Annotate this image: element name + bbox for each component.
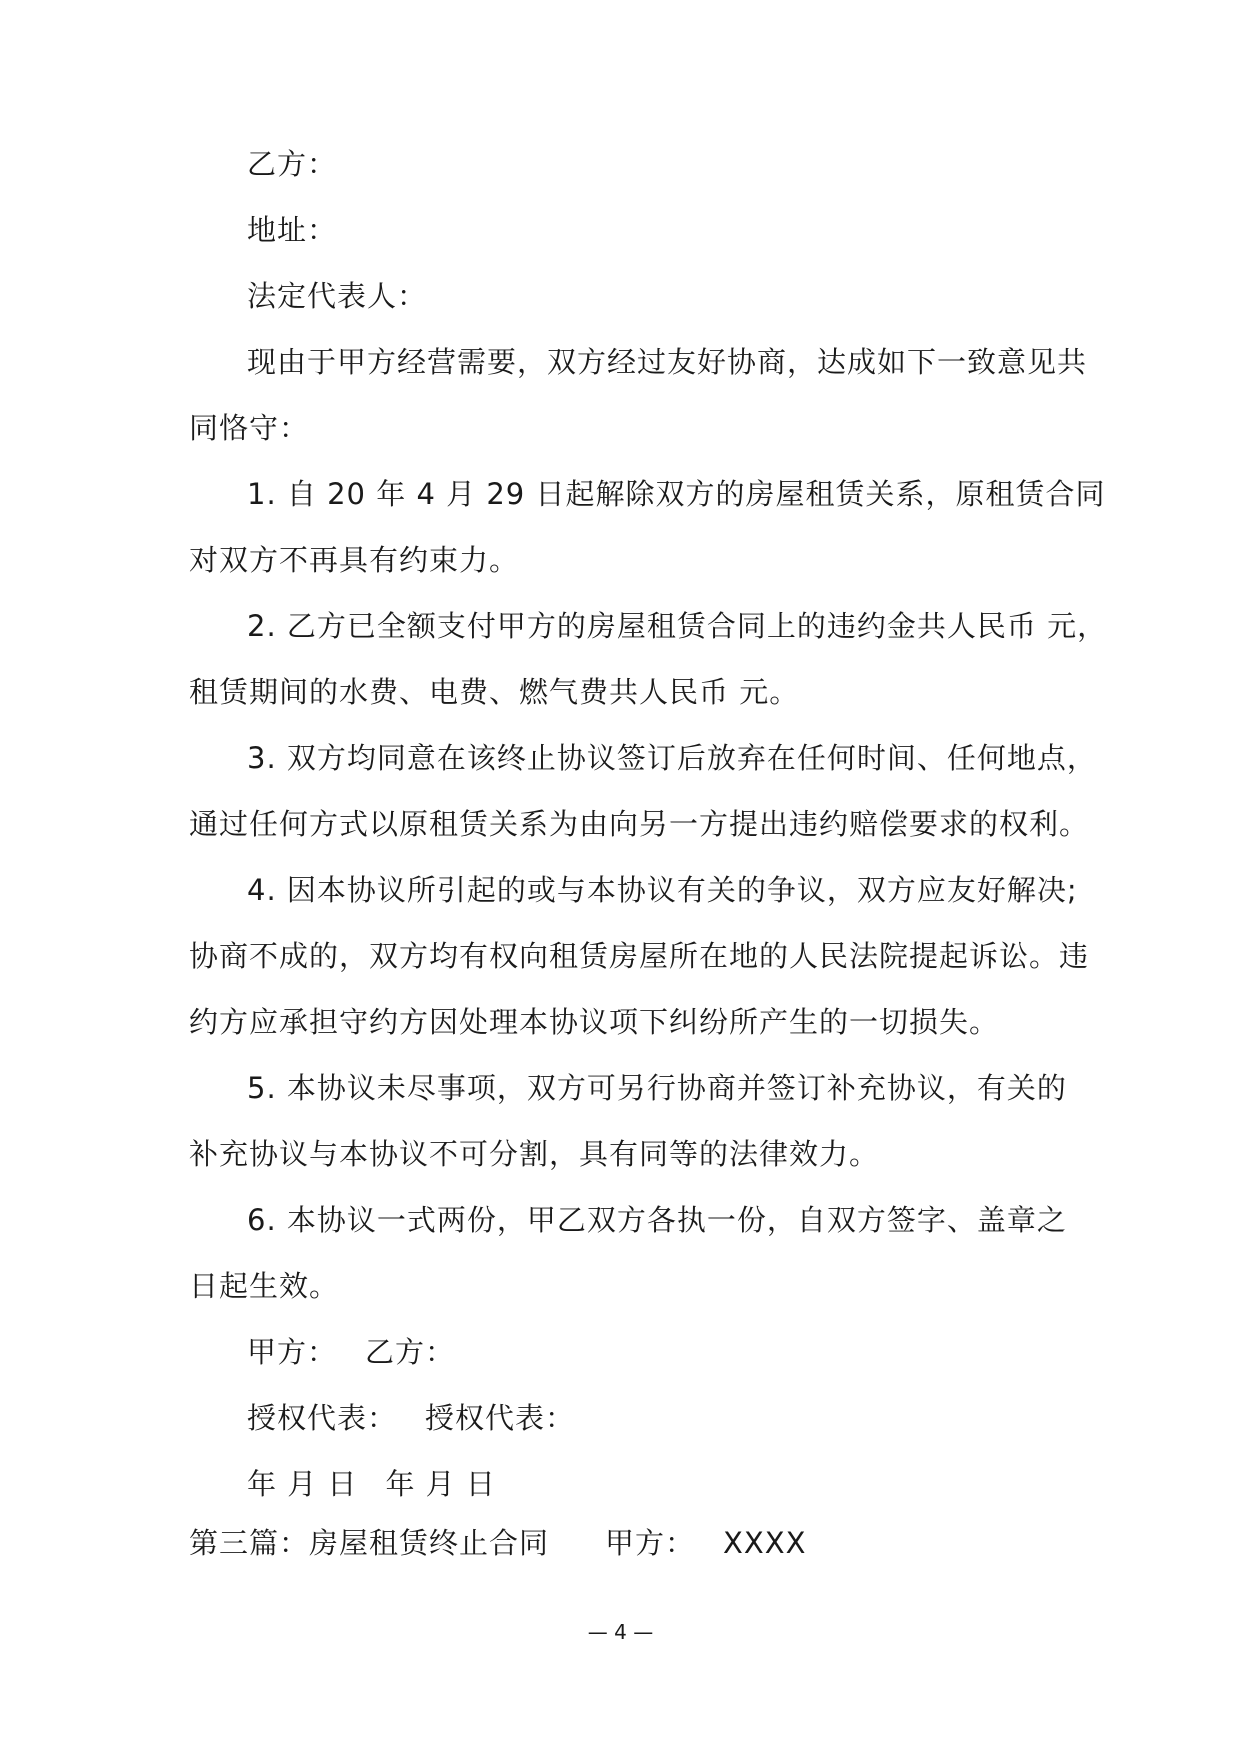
- date-a: 年 月 日: [247, 1467, 358, 1501]
- auth-rep-b-label: 授权代表：: [425, 1401, 576, 1435]
- intro-line-2: 同恪守：: [189, 411, 310, 445]
- date-b: 年 月 日: [385, 1467, 496, 1501]
- auth-rep-a-label: 授权代表：: [247, 1401, 398, 1435]
- clause-2-line-2: 租赁期间的水费、电费、燃气费共人民币 元。: [189, 675, 800, 709]
- authorized-rep-line: [189, 1385, 1059, 1451]
- date-line: [189, 1451, 1059, 1517]
- party-a-value: XXXX: [723, 1526, 807, 1560]
- clause-5-line-2: 补充协议与本协议不可分割，具有同等的法律效力。: [189, 1137, 880, 1171]
- clause-1-line-2: 对双方不再具有约束力。: [189, 543, 520, 577]
- clause-5-line-1: 5. 本协议未尽事项，双方可另行协商并签订补充协议，有关的: [247, 1071, 1067, 1105]
- sign-party-a-label: 甲方：: [247, 1335, 338, 1369]
- party-a-label: 甲方：: [605, 1526, 696, 1560]
- sign-party-b-label: 乙方：: [365, 1335, 456, 1369]
- clause-6-line-1: 6. 本协议一式两份，甲乙双方各执一份，自双方签字、盖章之: [247, 1203, 1067, 1237]
- party-b-line: 乙方：: [247, 147, 338, 181]
- section-heading-line: [189, 1510, 807, 1576]
- document-body: [189, 131, 1108, 1517]
- clause-2-line-1: 2. 乙方已全额支付甲方的房屋租赁合同上的违约金共人民币 元，: [247, 609, 1108, 643]
- clause-4-line-3: 约方应承担守约方因处理本协议项下纠纷所产生的一切损失。: [189, 1005, 1000, 1039]
- signature-parties-line: [189, 1319, 1059, 1385]
- legal-rep-line: 法定代表人：: [247, 279, 428, 313]
- section-title: 第三篇：房屋租赁终止合同: [189, 1526, 550, 1560]
- page-number: — 4 —: [587, 1620, 654, 1644]
- clause-4-line-2: 协商不成的，双方均有权向租赁房屋所在地的人民法院提起诉讼。违: [189, 939, 1090, 973]
- clause-4-line-1: 4. 因本协议所引起的或与本协议有关的争议，双方应友好解决;: [247, 873, 1078, 907]
- clause-6-line-2: 日起生效。: [189, 1269, 340, 1303]
- clause-3-line-1: 3. 双方均同意在该终止协议签订后放弃在任何时间、任何地点，: [247, 741, 1097, 775]
- intro-line-1: 现由于甲方经营需要，双方经过友好协商，达成如下一致意见共: [247, 345, 1088, 379]
- clause-1-line-1: 1. 自 20 年 4 月 29 日起解除双方的房屋租赁关系，原租赁合同: [247, 477, 1106, 511]
- clause-3-line-2: 通过任何方式以原租赁关系为由向另一方提出违约赔偿要求的权利。: [189, 807, 1090, 841]
- address-line: 地址：: [247, 213, 338, 247]
